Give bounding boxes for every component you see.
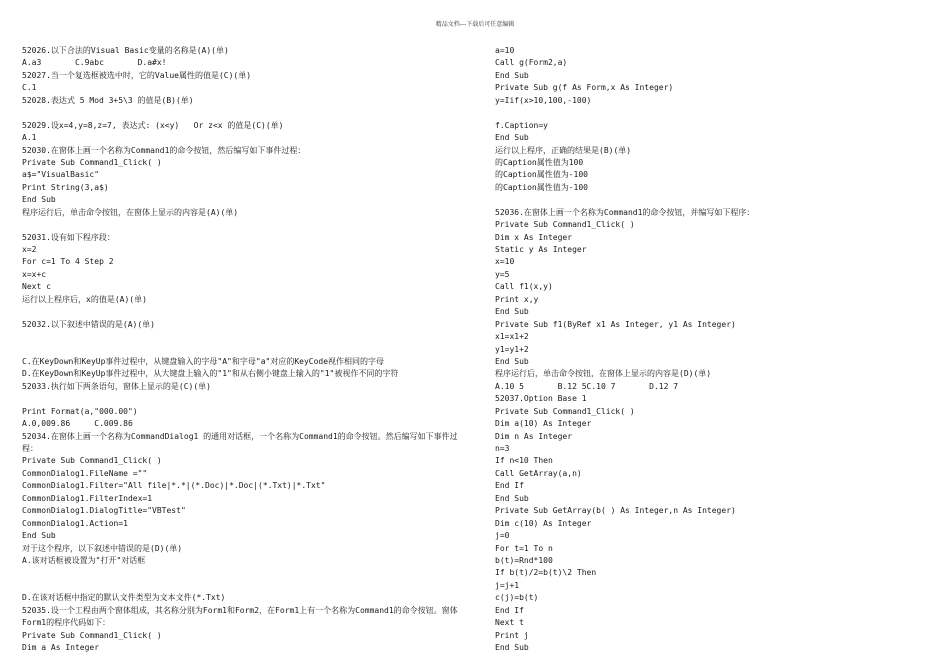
text-line: j=j+1 [495, 580, 520, 590]
text-line [22, 107, 477, 119]
text-line: End If [495, 481, 524, 491]
text-line: CommonDialog1.Filter="All file|*.*|(*.Doc)|*.Doc|(*.Txt)|*.Txt" [22, 481, 326, 491]
text-line: b(t)=Rnd*100 [495, 555, 553, 565]
text-line [495, 194, 935, 206]
text-line: Dim c(10) As Integer [495, 518, 592, 528]
text-line: x=x+c [22, 269, 47, 279]
text-line: 52026.以下合法的Visual Basic变量的名称是(A)(单) [22, 46, 229, 55]
text-line [495, 107, 935, 119]
text-line: Dim a As Integer [22, 643, 100, 652]
text-line: f.Caption=y [495, 120, 548, 130]
text-line: 52031.设有如下程序段： [22, 232, 115, 242]
text-line: End Sub [495, 133, 529, 143]
text-line: 52030.在窗体上画一个名称为Command1的命令按钮，然后编写如下事件过程： [22, 145, 306, 155]
text-line: 52036.在窗体上画一个名称为Command1的命令按钮，并编写如下程序： [495, 207, 755, 217]
text-line: 的Caption属性值为-100 [495, 170, 588, 180]
text-line: CommonDialog1.DialogTitle="VBTest" [22, 506, 186, 516]
text-line: D.在KeyDown和KeyUp事件过程中，从大键盘上输入的"1"和从右侧小键盘上输入的"1"被视作不同的字符 [22, 369, 399, 379]
text-line: Form1的程序代码如下： [22, 618, 111, 628]
text-line: 的Caption属性值为100 [495, 157, 584, 167]
text-line: Dim x As Integer [495, 232, 573, 242]
text-line: 52034.在窗体上画一个名称为CommandDialog1 的通用对话框，一个名称为Command1的命令按钮。然后编写如下事件过 [22, 431, 458, 441]
text-line: End Sub [495, 493, 529, 503]
text-line: y1=y1+2 [495, 344, 529, 354]
text-line: For t=1 To n [495, 543, 553, 553]
text-line: End If [495, 605, 524, 615]
text-line: 52033.执行如下两条语句，窗体上显示的是(C)(单) [22, 381, 211, 391]
text-line: End Sub [495, 643, 529, 652]
text-line: Private Sub Command1_Click( ) [22, 456, 162, 466]
text-line: Print j [495, 630, 529, 640]
text-line [22, 331, 477, 343]
text-line: Call f1(x,y) [495, 282, 553, 292]
text-line: y=5 [495, 269, 510, 279]
text-line: Print String(3,a$) [22, 182, 109, 192]
text-line: Call g(Form2,a) [495, 58, 568, 68]
text-line: CommonDialog1.FilterIndex=1 [22, 493, 153, 503]
text-line: Private Sub Command1_Click( ) [22, 630, 162, 640]
text-line: Next c [22, 282, 51, 292]
text-line: Private Sub Command1_Click( ) [495, 406, 635, 416]
text-line: Dim a(10) As Integer [495, 419, 592, 429]
text-line: C.1 [22, 83, 37, 93]
text-line: 对于这个程序，以下叙述中错误的是(D)(单) [22, 543, 183, 553]
text-line: x=2 [22, 245, 37, 254]
text-line: x=10 [495, 257, 515, 267]
text-line: Private Sub GetArray(b( ) As Integer,n As Integer) [495, 506, 736, 516]
text-line: y=Iif(x>10,100,-100) [495, 95, 592, 105]
right-column [495, 45, 935, 654]
text-line: End Sub [495, 70, 529, 80]
text-line: 52028.表达式 5 Mod 3+5\3 的值是(B)(单) [22, 95, 194, 105]
text-line: Private Sub f1(ByRef x1 As Integer, y1 As Integer) [495, 319, 736, 329]
text-line: CommonDialog1.FileName ="" [22, 468, 148, 478]
text-line: Private Sub Command1_Click( ) [495, 220, 635, 230]
text-line [22, 393, 477, 405]
left-column [22, 45, 477, 654]
page-header: 精品文档---下载后可任意编辑 [435, 21, 515, 28]
text-line: Next t [495, 618, 524, 628]
text-line [22, 306, 477, 318]
text-line: A.1 [22, 133, 37, 143]
text-line: 52037.Option Base 1 [495, 394, 587, 404]
text-line: A.a3 C.9abc D.a#x! [22, 58, 167, 68]
text-line: 52029.设x=4,y=8,z=7, 表达式: (x<y) Or z<x 的值是(C)(单) [22, 120, 284, 130]
text-line: For c=1 To 4 Step 2 [22, 257, 114, 267]
text-line: a=10 [495, 46, 515, 55]
text-line: 52035.设一个工程由两个窗体组成，其名称分别为Form1和Form2，在Form1上有一个名称为Command1的命令按钮。窗体 [22, 605, 458, 615]
text-line: 52027.当一个复选框被选中时，它的Value属性的值是(C)(单) [22, 70, 252, 80]
text-line: 程序运行后，单击命令按钮，在窗体上显示的内容是(D)(单) [495, 369, 712, 379]
text-line: c(j)=b(t) [495, 593, 539, 603]
text-line: A.该对话框被设置为"打开"对话框 [22, 555, 146, 565]
text-line: End Sub [495, 356, 529, 366]
text-line: A.10 5 B.12 5C.10 7 D.12 7 [495, 381, 679, 391]
text-line: CommonDialog1.Action=1 [22, 518, 128, 528]
text-line: x1=x1+2 [495, 332, 529, 342]
text-line: If n<10 Then [495, 456, 553, 466]
text-line: Print x,y [495, 294, 539, 304]
text-line: 程： [22, 444, 38, 453]
text-line: Private Sub Command1_Click( ) [22, 157, 162, 167]
text-line: 的Caption属性值为-100 [495, 182, 588, 192]
text-line: Call GetArray(a,n) [495, 468, 582, 478]
text-line: Private Sub g(f As Form,x As Integer) [495, 83, 674, 93]
text-line: n=3 [495, 444, 510, 453]
text-line: Print Format(a,"000.00") [22, 406, 138, 416]
text-line [22, 344, 477, 356]
text-line: A.0,009.86 C.009.86 [22, 419, 133, 429]
text-line: Dim n As Integer [495, 431, 573, 441]
text-line: End Sub [22, 195, 56, 205]
text-line: End Sub [22, 531, 56, 541]
text-line: j=0 [495, 531, 510, 541]
text-line: Static y As Integer [495, 245, 587, 254]
text-line: If b(t)/2=b(t)\2 Then [495, 568, 597, 578]
text-line [22, 580, 477, 592]
text-line [22, 567, 477, 579]
text-line: 52032.以下叙述中错误的是(A)(单) [22, 319, 155, 329]
text-line: 运行以上程序后，x的值是(A)(单) [22, 294, 147, 304]
text-line: 运行以上程序，正确的结果是(B)(单) [495, 145, 632, 155]
text-line: End Sub [495, 307, 529, 317]
text-line: D.在该对话框中指定的默认文件类型为文本文件(*.Txt) [22, 593, 226, 603]
text-line: C.在KeyDown和KeyUp事件过程中，从键盘输入的字母"A"和字母"a"对应的KeyCode视作相同的字母 [22, 356, 385, 366]
text-line [22, 219, 477, 231]
text-line: 程序运行后，单击命令按钮，在窗体上显示的内容是(A)(单) [22, 207, 239, 217]
text-line: a$="VisualBasic" [22, 170, 100, 180]
